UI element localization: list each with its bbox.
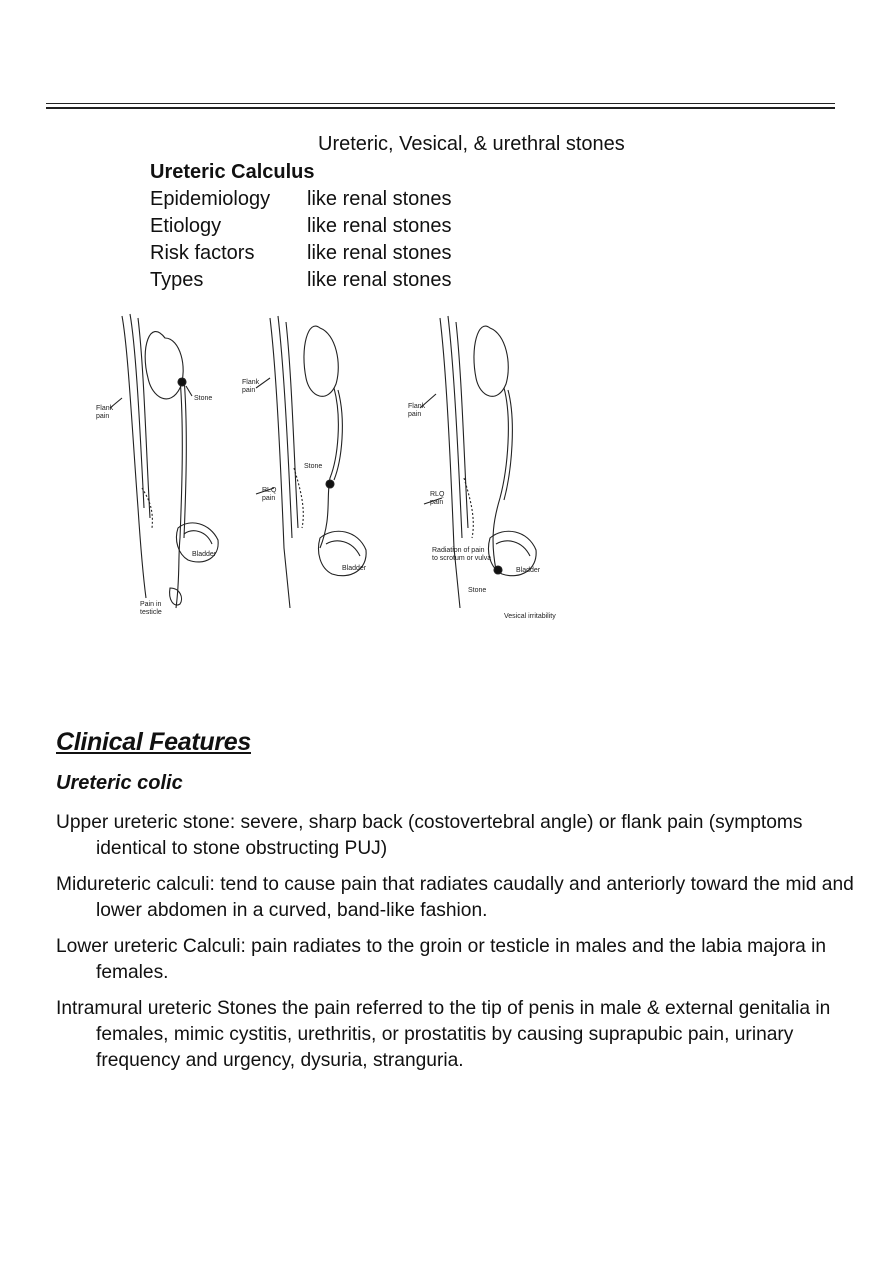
row-value: like renal stones xyxy=(307,269,452,291)
anatomy-drawing xyxy=(80,308,560,638)
paragraph-intramural: Intramural ureteric Stones the pain referred to the tip of penis in male & external genitalia in females, mimic cystitis, urethritis, or prostatitis by causing suprapubic pain, urinary frequency and urgency, dysuria, stranguria. xyxy=(56,998,831,1071)
label-pain: pain xyxy=(408,411,422,418)
label-bladder: Bladder xyxy=(516,567,541,574)
label-stone: Stone xyxy=(194,395,213,402)
panel-3-drawing xyxy=(420,316,536,608)
paragraph-lower-ureteric: Lower ureteric Calculi: pain radiates to the groin or testicle in males and the labia majora in females. xyxy=(56,936,827,983)
label-flank: Flank xyxy=(96,405,114,412)
page-title: Ureteric, Vesical, & urethral stones xyxy=(318,133,625,155)
row-value: like renal stones xyxy=(307,188,452,210)
label-stone: Stone xyxy=(304,463,323,470)
row-value: like renal stones xyxy=(307,242,452,264)
label-flank: Flank xyxy=(242,379,260,386)
label-vesical-irritability: Vesical irritability xyxy=(504,613,556,620)
row-value: like renal stones xyxy=(307,215,452,237)
ureteric-stone-pain-illustration xyxy=(80,308,560,638)
label-pain-in: Pain in xyxy=(140,601,162,608)
label-rlq: RLQ xyxy=(430,491,445,498)
label-rlq: RLQ xyxy=(262,487,277,494)
label-rlq-pain: pain xyxy=(262,495,276,502)
clinical-features-title: Clinical Features xyxy=(56,728,251,756)
row-label: Epidemiology xyxy=(150,188,271,210)
label-radiation-target: to scrotum or vulva xyxy=(432,555,492,562)
label-stone: Stone xyxy=(468,587,487,594)
label-flank: Flank xyxy=(408,403,426,410)
header-rule-bottom xyxy=(46,107,835,109)
section-heading-ureteric-calculus: Ureteric Calculus xyxy=(150,161,315,183)
ureteric-colic-subtitle: Ureteric colic xyxy=(56,772,183,794)
paragraph-upper-ureteric: Upper ureteric stone: severe, sharp back (costovertebral angle) or flank pain (symptoms identical to stone obstructing PUJ) xyxy=(56,812,803,859)
label-pain: pain xyxy=(96,413,110,420)
header-rule-top xyxy=(46,103,835,104)
label-bladder: Bladder xyxy=(342,565,367,572)
panel-1-drawing xyxy=(110,314,218,608)
paragraph-midureteric: Midureteric calculi: tend to cause pain that radiates caudally and anteriorly toward the mid and lower abdomen in a curved, band-like fashion. xyxy=(56,874,854,921)
label-rlq-pain: pain xyxy=(430,499,444,506)
row-label: Etiology xyxy=(150,215,222,237)
label-bladder: Bladder xyxy=(192,551,217,558)
label-testicle: testicle xyxy=(140,609,162,616)
row-label: Risk factors xyxy=(150,242,255,264)
label-pain: pain xyxy=(242,387,256,394)
row-label: Types xyxy=(150,269,204,291)
label-radiation: Radiation of pain xyxy=(432,547,485,554)
